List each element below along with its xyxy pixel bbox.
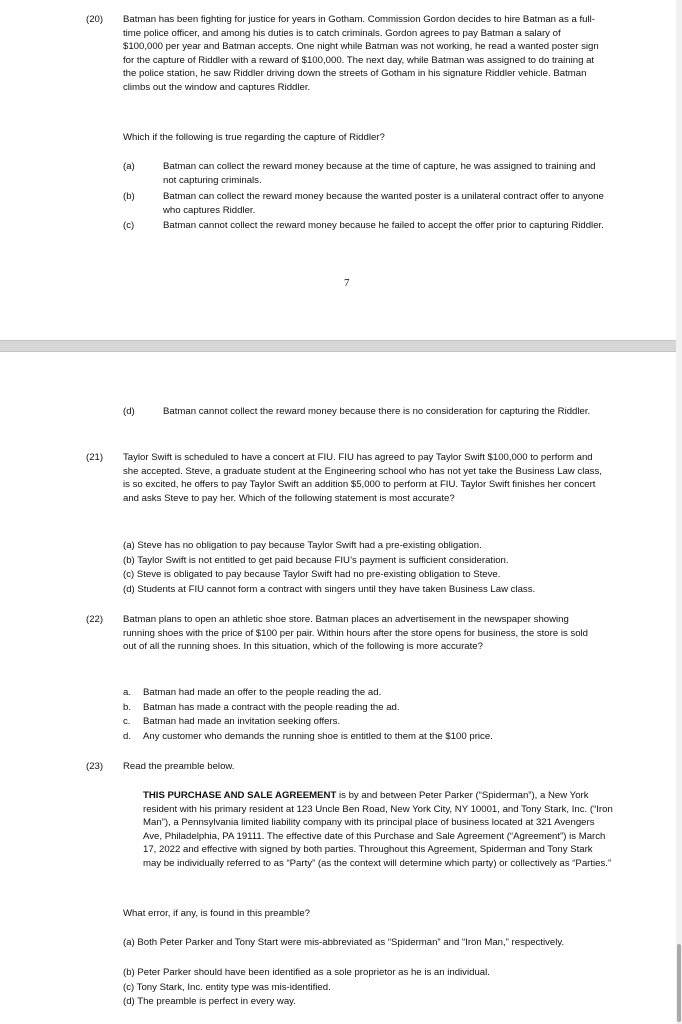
question-23-option-d: (d) The preamble is perfect in every way.: [123, 996, 296, 1007]
option-text: Batman can collect the reward money because the wanted poster is a unilateral contract offer to anyone who captures Riddler.: [163, 191, 604, 216]
question-21-option-a: (a) Steve has no obligation to pay because Taylor Swift had a pre-existing obligation.: [123, 540, 482, 551]
option-label: (b): [123, 191, 135, 202]
question-22-number: (22): [86, 614, 104, 625]
page-number: 7: [344, 277, 350, 289]
question-21-option-b: (b) Taylor Swift is not entitled to get paid because FIU’s payment is sufficient consideration.: [123, 555, 509, 566]
option-label: (c): [123, 220, 135, 231]
scroll-track: [676, 0, 682, 1024]
question-23-number: (23): [86, 761, 104, 772]
question-23-option-a: (a) Both Peter Parker and Tony Start were mis-abbreviated as “Spiderman” and “Iron Man,” respectively.: [123, 937, 565, 948]
document-page-8: [0, 352, 682, 1024]
preamble-title: THIS PURCHASE AND SALE AGREEMENT: [143, 790, 337, 801]
preamble-body: is by and between Peter Parker (“Spiderman”), a New York resident with his primary resident at 123 Uncle Ben Road, New York City, NY 10001, and Tony Stark, Inc. (“Iron Man”), a Pennsylvania limited liability company with its principal place of business located at 321 Avengers Ave, Philadelphia, PA 19111. The effective date of this Purchase and Sale Agreement (“Agreement”) is March 17, 2022 and effective with signed by both parties. Throughout this Agreement, Spiderman and Tony Stark may be individually referred to as “Party” (as the context will determine which party) or collectively as “Parties.”: [143, 790, 613, 869]
question-21-number: (21): [86, 452, 104, 463]
option-label: (d): [123, 406, 135, 417]
question-23-prompt: What error, if any, is found in this preamble?: [123, 908, 310, 919]
option-text: Batman has made a contract with the people reading the ad.: [143, 702, 400, 713]
scrollbar-thumb[interactable]: [677, 944, 681, 1022]
option-text: Batman had made an invitation seeking offers.: [143, 716, 341, 727]
question-21-stem: Taylor Swift is scheduled to have a concert at FIU. FIU has agreed to pay Taylor Swift $100,000 to perform and she accepted. Steve, a graduate student at the Engineering school who has not yet take the Business Law class, is so excited, he offers to pay Taylor Swift an addition $5,000 to perform at FIU. Taylor Swift finishes her concert and asks Steve to pay her. Which of the following statement is most accurate?: [123, 452, 602, 504]
question-22-stem: Batman plans to open an athletic shoe store. Batman places an advertisement in the newspaper showing running shoes with the price of $100 per pair. Within hours after the store opens for business, the store is sold out of all the running shoes. In this situation, which of the following is more accurate?: [123, 614, 589, 653]
question-23-intro: Read the preamble below.: [123, 761, 235, 772]
question-23-option-c: (c) Tony Stark, Inc. entity type was mis-identified.: [123, 982, 331, 993]
preamble-block: [143, 789, 613, 871]
option-label: d.: [123, 731, 132, 742]
option-text: Batman cannot collect the reward money because he failed to accept the offer prior to capturing Riddler.: [163, 220, 604, 231]
option-text: Any customer who demands the running shoe is entitled to them at the $100 price.: [143, 731, 493, 742]
question-21-option-d: (d) Students at FIU cannot form a contract with singers until they have taken Business Law class.: [123, 584, 536, 595]
question-23-option-b: (b) Peter Parker should have been identified as a sole proprietor as he is an individual.: [123, 967, 490, 978]
question-20-prompt: Which if the following is true regarding the capture of Riddler?: [123, 132, 385, 143]
option-text: Batman cannot collect the reward money because there is no consideration for capturing the Riddler.: [163, 406, 591, 417]
option-label: b.: [123, 702, 132, 713]
option-text: Batman had made an offer to the people reading the ad.: [143, 687, 382, 698]
question-20-number: (20): [86, 14, 104, 25]
question-20-stem: Batman has been fighting for justice for years in Gotham. Commission Gordon decides to hire Batman as a full-time police officer, and among his duties is to catch criminals. Gordon agrees to pay Batman a salary of $100,000 per year and Batman accepts. One night while Batman was not working, he read a wanted poster sign for the capture of Riddler with a reward of $100,000. The next day, while Batman was assigned to do training at the police station, he saw Riddler driving down the streets of Gotham in his signature Riddler vehicle. Batman climbs out the window and captures Riddler.: [123, 14, 599, 93]
option-text: Batman can collect the reward money because at the time of capture, he was assigned to training and not capturing criminals.: [163, 161, 596, 186]
question-21-option-c: (c) Steve is obligated to pay because Taylor Swift had no pre-existing obligation to Steve.: [123, 569, 501, 580]
page-separator: [0, 340, 682, 352]
document-page-7: [0, 0, 682, 340]
option-label: a.: [123, 687, 132, 698]
option-label: c.: [123, 716, 131, 727]
option-label: (a): [123, 161, 135, 172]
